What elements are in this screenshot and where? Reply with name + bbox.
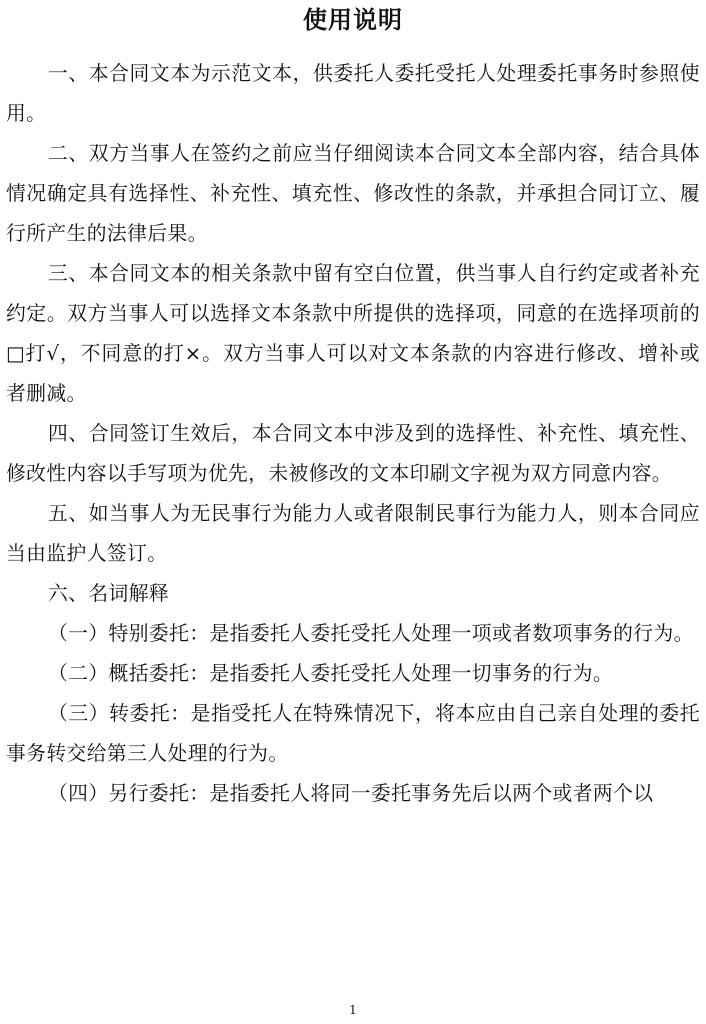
definition-general-entrustment: （二）概括委托：是指委托人委托受托人处理一切事务的行为。 [48, 662, 614, 685]
page-number: 1 [349, 1003, 357, 1017]
definition-special-entrustment: （一）特别委托：是指委托人委托受托人处理一项或者数项事务的行为。 [48, 622, 694, 645]
paragraph-blank-options: 三、本合同文本的相关条款中留有空白位置，供当事人自行约定或者补充约定。双方当事人可以选择文本条款中所提供的选择项，同意的在选择项前的□打√，不同意的打×。双方当事人可以对文本条款的内容进行修改、增补或者删减。 [6, 262, 700, 405]
paragraph-read-carefully: 二、双方当事人在签约之前应当仔细阅读本合同文本全部内容，结合具体情况确定具有选择性、补充性、填充性、修改性的条款，并承担合同订立、履行所产生的法律后果。 [6, 142, 700, 245]
paragraph-guardian: 五、如当事人为无民事行为能力人或者限制民事行为能力人，则本合同应当由监护人签订。 [6, 502, 700, 565]
definition-sub-entrustment: （三）转委托：是指受托人在特殊情况下，将本应由自己亲自处理的委托事务转交给第三人处理的行为。 [6, 702, 700, 765]
paragraph-handwritten-priority: 四、合同签订生效后，本合同文本中涉及到的选择性、补充性、填充性、修改性内容以手写项为优先，未被修改的文本印刷文字视为双方同意内容。 [6, 422, 700, 485]
section-heading-definitions: 六、名词解释 [48, 582, 170, 605]
page-title: 使用说明 [303, 6, 403, 34]
document-body [6, 54, 700, 814]
paragraph-usage: 一、本合同文本为示范文本，供委托人委托受托人处理委托事务时参照使用。 [6, 62, 700, 125]
definition-separate-entrustment: （四）另行委托：是指委托人将同一委托事务先后以两个或者两个以 [48, 782, 654, 805]
